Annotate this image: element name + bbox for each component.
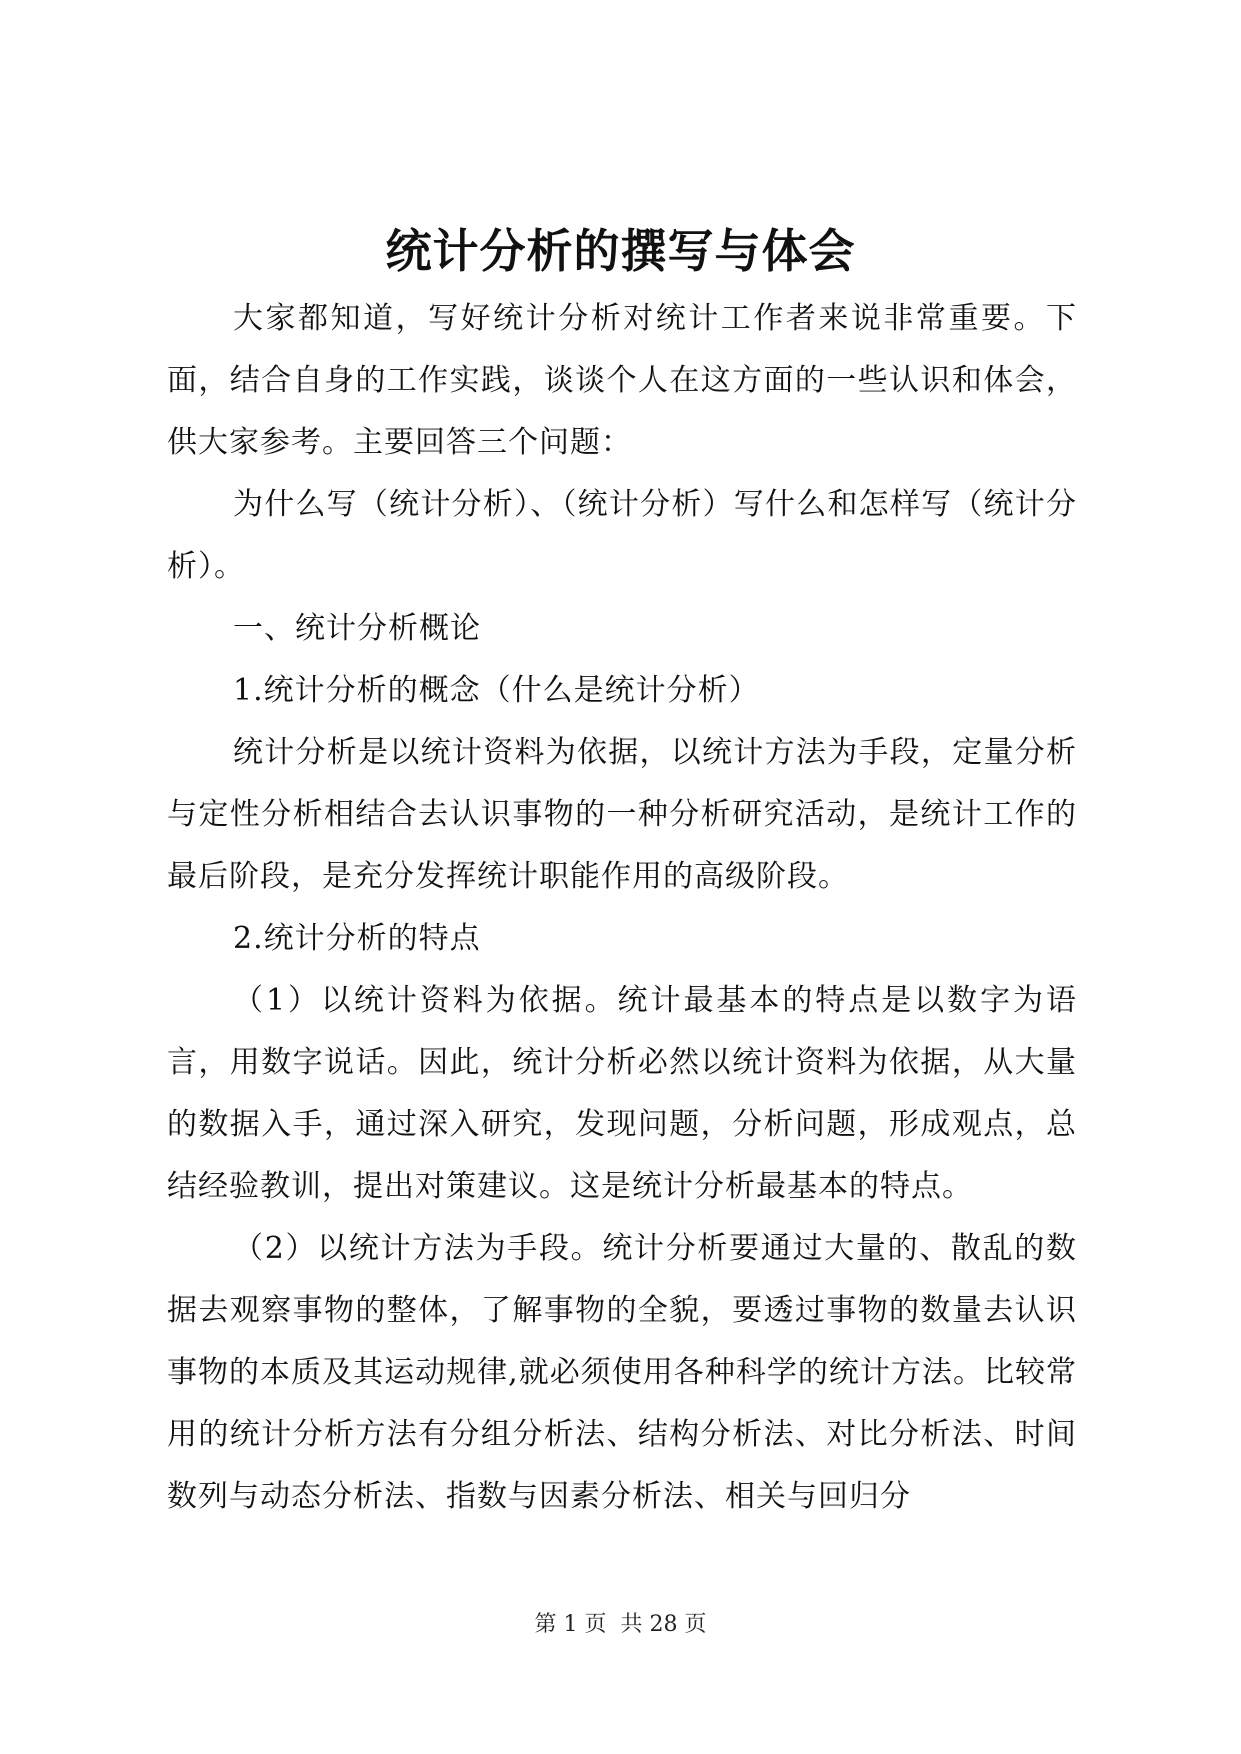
section-heading-overview: 一、统计分析概论	[233, 611, 481, 646]
subsection-heading-concept: 1.统计分析的概念（什么是统计分析）	[233, 673, 760, 708]
paragraph-intro: 大家都知道，写好统计分析对统计工作者来说非常重要。下面，结合自身的工作实践，谈谈个人在这方面的一些认识和体会，供大家参考。主要回答三个问题：	[167, 301, 1077, 460]
page-title: 统计分析的撰写与体会	[385, 224, 856, 278]
page-number: 第 1 页 共 28 页	[534, 1612, 707, 1637]
paragraph-concept: 统计分析是以统计资料为依据，以统计方法为手段，定量分析与定性分析相结合去认识事物的一种分析研究活动，是统计工作的最后阶段，是充分发挥统计职能作用的高级阶段。	[167, 735, 1077, 894]
page-footer	[0, 1610, 1241, 1640]
document-body	[167, 288, 1077, 1528]
subsection-heading-features: 2.统计分析的特点	[233, 921, 481, 956]
paragraph-questions: 为什么写（统计分析）、（统计分析）写什么和怎样写（统计分析）。	[167, 487, 1077, 584]
paragraph-feature-1: （1）以统计资料为依据。统计最基本的特点是以数字为语言，用数字说话。因此，统计分析必然以统计资料为依据，从大量的数据入手，通过深入研究，发现问题，分析问题，形成观点，总结经验教训，提出对策建议。这是统计分析最基本的特点。	[167, 983, 1077, 1204]
paragraph-feature-2: （2）以统计方法为手段。统计分析要通过大量的、散乱的数据去观察事物的整体，了解事物的全貌，要透过事物的数量去认识事物的本质及其运动规律,就必须使用各种科学的统计方法。比较常用的统计分析方法有分组分析法、结构分析法、对比分析法、时间数列与动态分析法、指数与因素分析法、相关与回归分	[167, 1231, 1077, 1514]
